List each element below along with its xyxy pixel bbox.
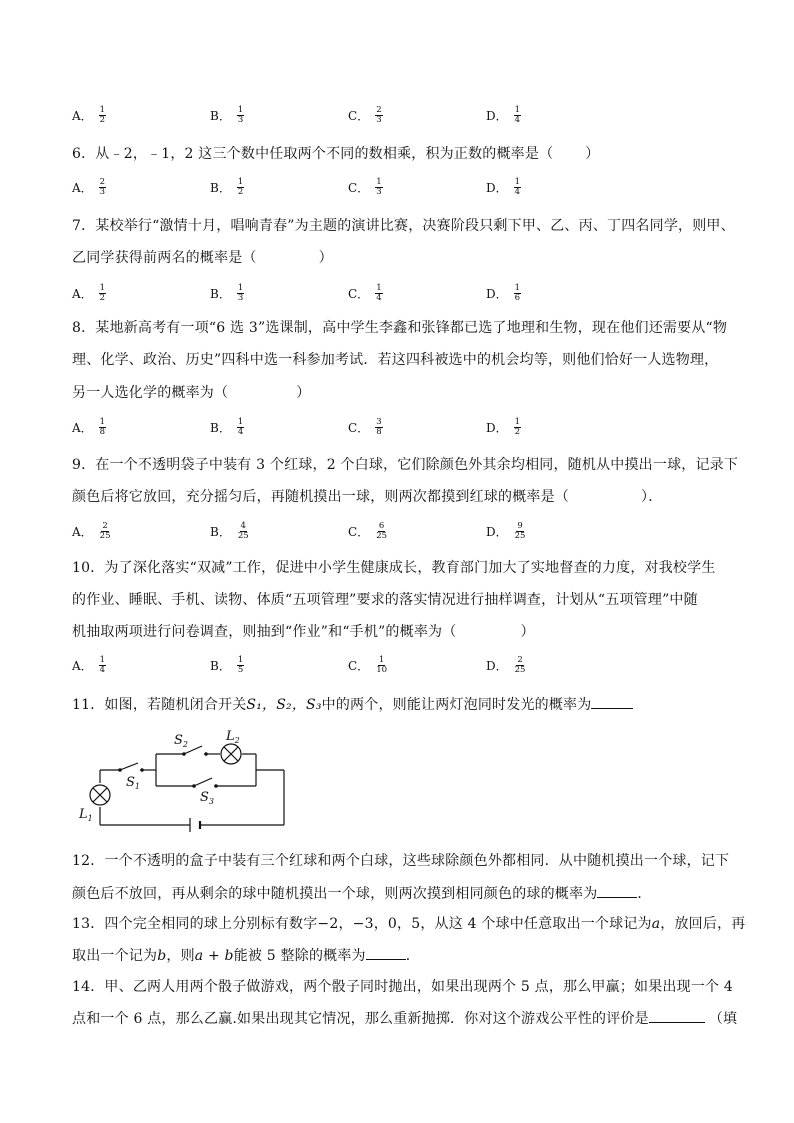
option-letter: B． — [210, 659, 231, 673]
q7-line1: 7．某校举行“激情十月，唱响青春”为主题的演讲比赛，决赛阶段只剩下甲、乙、丙、丁四名同学，则甲、 — [72, 218, 735, 234]
fraction-numerator: 1 — [514, 105, 521, 115]
option-b[interactable] — [210, 656, 244, 675]
option-fraction — [375, 106, 382, 125]
option-fraction — [237, 418, 244, 437]
option-fraction — [99, 178, 106, 197]
option-fraction — [237, 284, 244, 303]
q8-line1: 8．某地新高考有一项“6 选 3”选课制，高中学生李鑫和张锋都已选了地理和生物，现在他们还需要从“物 — [72, 320, 728, 336]
fraction-numerator: 1 — [514, 417, 521, 427]
fraction-denominator: 3 — [99, 187, 106, 197]
fraction-denominator: 25 — [514, 531, 526, 541]
q6-stem — [72, 144, 722, 164]
q10-line1: 10．为了深化落实“双减”工作，促进中小学生健康成长，教育部门加大了实地督查的力度，对我校学生 — [72, 560, 716, 576]
option-letter: A． — [72, 287, 93, 301]
option-letter: C． — [348, 109, 370, 123]
option-fraction — [237, 178, 244, 197]
option-letter: B． — [210, 109, 231, 123]
option-letter: C． — [348, 525, 370, 539]
option-fraction — [237, 656, 244, 675]
fraction-denominator: 8 — [99, 427, 106, 437]
q13-line1 — [72, 914, 746, 934]
q14-end: （填 — [708, 1011, 738, 1027]
q8-line2: 理、化学、政治、历史”四科中选一科参加考试．若这四科被选中的机会均等，则他们恰好一人选物理， — [72, 352, 719, 368]
option-a[interactable] — [72, 522, 112, 541]
option-letter: A． — [72, 525, 93, 539]
option-d[interactable] — [486, 522, 526, 541]
label-L2: $L_2$ — [226, 729, 240, 745]
label-S1: $S_1$ — [126, 775, 140, 791]
fraction-numerator: 3 — [376, 417, 382, 427]
q8-text: 另一人选化学的概率为（ — [72, 385, 229, 401]
fraction-denominator: 2 — [514, 427, 521, 437]
option-d[interactable] — [486, 178, 521, 197]
fraction-numerator: 1 — [376, 177, 382, 187]
q13-answer-blank[interactable] — [366, 945, 406, 960]
option-letter: A． — [72, 109, 93, 123]
option-d[interactable] — [486, 284, 521, 303]
option-c[interactable] — [348, 106, 383, 125]
q11-text-a: 11．如图，若随机闭合开关 — [72, 697, 247, 713]
q12-text: 颜色后不放回，再从剩余的球中随机摸出一个球，则两次摸到相同颜色的球的概率为 — [72, 886, 598, 902]
option-fraction — [514, 178, 521, 197]
option-fraction — [99, 106, 106, 125]
option-letter: D． — [486, 109, 508, 123]
fraction-numerator: 1 — [99, 283, 106, 293]
q11-stem — [72, 694, 722, 715]
option-d[interactable] — [486, 656, 526, 675]
q8-options — [72, 418, 722, 444]
q9-line1: 9．在一个不透明袋子中装有 3 个红球，2 个白球，它们除颜色外其余均相同，随机从中摸出一球，记录下 — [72, 457, 739, 473]
q11-answer-blank[interactable] — [591, 694, 633, 709]
q5-options — [72, 106, 722, 132]
option-fraction — [514, 284, 521, 303]
option-letter: A． — [72, 181, 93, 195]
fraction-denominator: 6 — [514, 293, 521, 303]
option-c[interactable] — [348, 178, 383, 197]
q12-answer-blank[interactable] — [597, 883, 637, 898]
option-d[interactable] — [486, 418, 521, 437]
fraction-numerator: 4 — [240, 521, 246, 531]
option-letter: D． — [486, 287, 508, 301]
fraction-denominator: 4 — [237, 427, 244, 437]
q9-text: 颜色后将它放回，充分摇匀后，再随机摸出一球，则两次都摸到红球的概率是（ — [72, 489, 569, 505]
q13-text-c: ，放回后，再 — [660, 916, 746, 932]
option-fraction — [375, 178, 382, 197]
q14-line2 — [72, 1008, 738, 1029]
option-letter: C． — [348, 659, 370, 673]
fraction-numerator: 1 — [237, 655, 244, 665]
q13-text-d: 取出一个记为 — [72, 948, 158, 964]
option-a[interactable] — [72, 106, 106, 125]
fraction-denominator: 3 — [376, 187, 382, 197]
option-letter: D． — [486, 181, 508, 195]
option-fraction — [99, 284, 106, 303]
fraction-denominator: 25 — [376, 531, 388, 541]
q11-text-b: 中的两个，则能让两灯泡同时发光的概率为 — [321, 697, 592, 713]
q13-line2 — [72, 945, 722, 966]
q8-line3 — [72, 383, 722, 403]
fraction-numerator: 1 — [99, 417, 106, 427]
fraction-numerator: 1 — [237, 177, 244, 187]
q11-switches: S₁，S₂，S₃ — [246, 697, 322, 713]
option-a[interactable] — [72, 178, 106, 197]
option-a[interactable] — [72, 284, 106, 303]
option-letter: B． — [210, 421, 231, 435]
q6-text: 6．从﹣2，﹣1，2 这三个数中任取两个不同的数相乘，积为正数的概率是（ — [72, 146, 554, 162]
q9-paren-close: ）． — [641, 489, 663, 505]
fraction-numerator: 6 — [378, 521, 385, 531]
option-c[interactable] — [348, 418, 383, 437]
q7-options — [72, 284, 722, 310]
option-fraction — [514, 418, 521, 437]
fraction-denominator: 25 — [99, 531, 111, 541]
q13-var-b: b — [157, 948, 167, 964]
q7-line2 — [72, 248, 722, 268]
label-L1: $L_1$ — [79, 807, 93, 823]
q12-line2 — [72, 883, 722, 904]
option-fraction — [99, 656, 106, 675]
option-letter: B． — [210, 525, 231, 539]
option-fraction — [99, 522, 112, 541]
option-fraction — [375, 656, 388, 675]
q13-numbers: −2，−3，0，5 — [317, 916, 421, 932]
option-letter: A． — [72, 421, 93, 435]
fraction-numerator: 1 — [99, 655, 106, 665]
option-letter: A． — [72, 659, 93, 673]
fraction-denominator: 4 — [514, 115, 521, 125]
fraction-numerator: 2 — [99, 177, 106, 187]
option-b[interactable] — [210, 284, 244, 303]
option-letter: B． — [210, 181, 231, 195]
fraction-denominator: 4 — [514, 187, 521, 197]
option-b[interactable] — [210, 418, 244, 437]
option-letter: B． — [210, 287, 231, 301]
q14-text: 点和一个 6 点，那么乙赢.如果出现其它情况，那么重新抛掷．你对这个游戏公平性的评价是 — [72, 1011, 649, 1027]
q8-paren-close: ） — [296, 385, 311, 401]
option-c[interactable] — [348, 284, 383, 303]
option-fraction — [375, 418, 382, 437]
option-c[interactable] — [348, 522, 388, 541]
label-S3: $S_3$ — [200, 790, 214, 806]
option-fraction — [375, 522, 388, 541]
fraction-numerator: 1 — [237, 105, 244, 115]
label-S2: $S_2$ — [174, 733, 188, 749]
fraction-numerator: 1 — [376, 283, 382, 293]
option-a[interactable] — [72, 656, 106, 675]
option-fraction — [375, 284, 382, 303]
fraction-numerator: 1 — [378, 655, 385, 665]
option-fraction — [514, 656, 527, 675]
fraction-numerator: 2 — [102, 521, 108, 531]
circuit-diagram — [76, 728, 292, 832]
fraction-denominator: 10 — [376, 665, 388, 675]
q13-end: ． — [405, 948, 420, 964]
q13-text-a: 13．四个完全相同的球上分别标有数字 — [72, 916, 318, 932]
fraction-denominator: 25 — [237, 531, 249, 541]
q6-options — [72, 178, 722, 204]
option-letter: D． — [486, 421, 508, 435]
fraction-numerator: 1 — [237, 417, 244, 427]
fraction-numerator: 9 — [517, 521, 523, 531]
option-letter: D． — [486, 525, 508, 539]
fraction-numerator: 2 — [376, 105, 382, 115]
option-letter: C． — [348, 287, 370, 301]
q12-line1: 12．一个不透明的盒子中装有三个红球和两个白球，这些球除颜色外都相同．从中随机摸出一个球，记下 — [72, 853, 730, 869]
q13-var-a: a — [651, 916, 661, 932]
fraction-denominator: 3 — [376, 115, 382, 125]
q6-paren-close: ） — [585, 146, 600, 162]
q10-line3 — [72, 622, 722, 642]
fraction-numerator: 1 — [514, 177, 521, 187]
q14-line1: 14．甲、乙两人用两个骰子做游戏，两个骰子同时抛出，如果出现两个 5 点，那么甲赢；如果出现一个 4 — [72, 979, 733, 995]
option-d[interactable] — [486, 106, 521, 125]
q9-line2 — [72, 487, 722, 507]
fraction-numerator: 1 — [237, 283, 244, 293]
option-letter: D． — [486, 659, 508, 673]
option-fraction — [237, 522, 250, 541]
option-b[interactable] — [210, 178, 244, 197]
fraction-denominator: 3 — [237, 115, 244, 125]
option-b[interactable] — [210, 522, 250, 541]
q13-text-b: ，从这 4 个球中任意取出一个球记为 — [420, 916, 652, 932]
fraction-numerator: 1 — [99, 105, 106, 115]
option-c[interactable] — [348, 656, 388, 675]
q12-end: ． — [637, 886, 652, 902]
option-fraction — [99, 418, 106, 437]
option-b[interactable] — [210, 106, 244, 125]
fraction-denominator: 4 — [99, 665, 106, 675]
q10-paren-close: ） — [520, 624, 535, 640]
fraction-denominator: 4 — [376, 293, 382, 303]
fraction-denominator: 8 — [376, 427, 382, 437]
q13-text-e: ，则 — [166, 948, 195, 964]
fraction-denominator: 5 — [237, 665, 244, 675]
option-fraction — [237, 106, 244, 125]
q10-options — [72, 656, 722, 682]
option-a[interactable] — [72, 418, 106, 437]
option-fraction — [514, 106, 521, 125]
option-fraction — [514, 522, 527, 541]
q13-expr: a + b — [194, 948, 234, 964]
q14-answer-blank[interactable] — [649, 1008, 705, 1023]
fraction-denominator: 2 — [99, 115, 106, 125]
q10-text: 机抽取两项进行问卷调查，则抽到“作业”和“手机”的概率为（ — [72, 624, 457, 640]
q13-text-f: 能被 5 整除的概率为 — [233, 948, 366, 964]
q9-options — [72, 522, 722, 548]
fraction-numerator: 1 — [514, 283, 521, 293]
fraction-denominator: 2 — [99, 293, 106, 303]
fraction-denominator: 25 — [514, 665, 526, 675]
option-letter: C． — [348, 421, 370, 435]
fraction-denominator: 2 — [237, 187, 244, 197]
q10-line2: 的作业、睡眠、手机、读物、体质“五项管理”要求的落实情况进行抽样调查，计划从“五项管理”中随 — [72, 592, 698, 608]
fraction-numerator: 2 — [517, 655, 523, 665]
fraction-denominator: 3 — [237, 293, 244, 303]
q7-text: 乙同学获得前两名的概率是（ — [72, 250, 257, 266]
q7-paren-close: ） — [318, 250, 333, 266]
option-letter: C． — [348, 181, 370, 195]
